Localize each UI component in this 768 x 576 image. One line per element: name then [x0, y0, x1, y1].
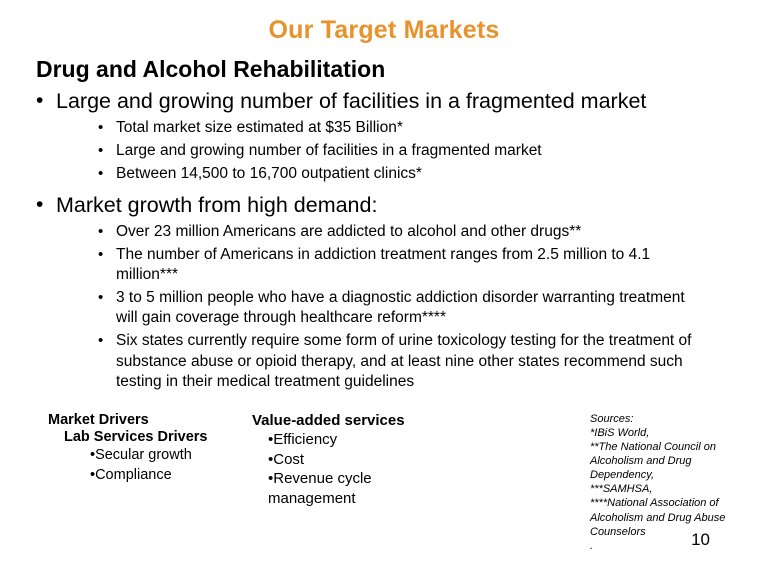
sources-line: ***SAMHSA, [590, 483, 653, 496]
sub-bullet [36, 118, 736, 138]
bullet-glyph-icon: • [98, 164, 104, 182]
sub-bullet [36, 222, 736, 242]
sources-line: *IBiS World, [590, 427, 650, 440]
sub-bullet-text: Over 23 million Americans are addicted to alcohol and other drugs** [116, 222, 582, 240]
page-title: Our Target Markets [268, 16, 500, 44]
sub-bullet-text: Total market size estimated at $35 Billion* [116, 118, 403, 136]
bullet-glyph-icon: • [98, 141, 104, 159]
value-added-services-heading: Value-added services [252, 412, 405, 429]
bottom-columns [0, 412, 768, 552]
bullet-glyph-icon: • [98, 289, 104, 307]
sources-note [590, 412, 750, 553]
bullet-point-1-text: Large and growing number of facilities in a fragmented market [56, 89, 647, 113]
slide-body [36, 88, 736, 400]
market-drivers-heading: Market Drivers [48, 412, 149, 428]
market-drivers-column [48, 412, 248, 485]
market-drivers-item: •Compliance [90, 466, 172, 483]
sub-bullet [36, 141, 736, 161]
value-added-item: •Cost [268, 450, 305, 468]
lab-services-drivers-heading: Lab Services Drivers [64, 429, 208, 445]
bullet-point-1-sublist [36, 118, 736, 184]
sub-bullet [36, 288, 736, 328]
bullet-glyph-icon: • [98, 222, 104, 240]
bullet-glyph-icon: • [98, 245, 104, 263]
sub-bullet-text: The number of Americans in addiction treatment ranges from 2.5 million to 4.1 million*** [116, 245, 651, 284]
sources-label: Sources: [590, 413, 634, 425]
sources-line: **The National Council on Alcoholism and Drug Dependency, [590, 441, 716, 482]
bullet-point-1 [36, 88, 736, 115]
sub-bullet [36, 331, 736, 391]
slide-subtitle: Drug and Alcohol Rehabilitation [36, 56, 386, 82]
bullet-point-2-sublist [36, 222, 736, 392]
bullet-point-2 [36, 192, 736, 219]
bullet-glyph-icon: • [36, 193, 44, 217]
value-added-item: •Revenue cycle management [268, 470, 372, 507]
sources-line: . [590, 539, 594, 552]
sub-bullet-text: Large and growing number of facilities in a fragmented market [116, 141, 542, 159]
value-added-item: •Efficiency [268, 431, 338, 448]
sources-line: ****National Association of Alcoholism and Drug Abuse Counselors [590, 497, 726, 538]
page-number: 10 [691, 530, 710, 549]
sub-bullet-text: Between 14,500 to 16,700 outpatient clinics* [116, 164, 422, 182]
bullet-point-2-text: Market growth from high demand: [56, 193, 378, 218]
market-drivers-item: •Secular growth [90, 447, 192, 463]
sub-bullet-text: 3 to 5 million people who have a diagnostic addiction disorder warranting treatment will gain coverage through healthcare reform**** [116, 289, 685, 327]
bullet-glyph-icon: • [36, 89, 44, 112]
bullet-glyph-icon: • [98, 332, 104, 350]
sub-bullet [36, 245, 736, 285]
sub-bullet-text: Six states currently require some form of urine toxicology testing for the treatment of substance abuse or opioid therapy, and at least nine other states recommend such testing in their medical treatment guidelines [116, 332, 692, 390]
value-added-services-column [252, 412, 462, 508]
sub-bullet [36, 164, 736, 184]
bullet-glyph-icon: • [98, 118, 104, 136]
